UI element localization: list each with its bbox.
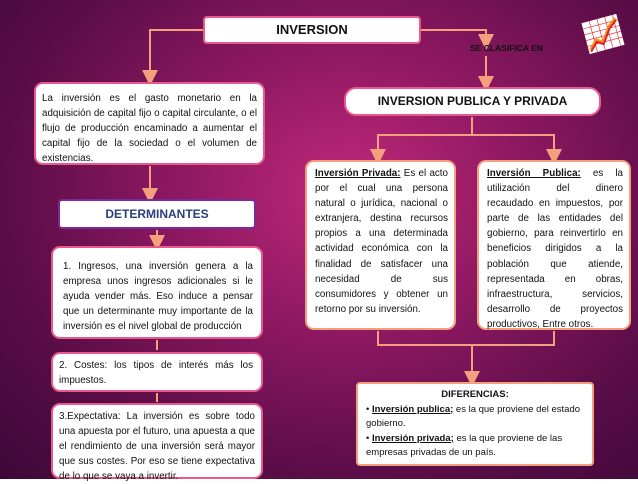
- diferencias-title: DIFERENCIAS:: [441, 389, 509, 400]
- growth-chart-logo-icon: [581, 12, 625, 56]
- diferencia-1-text: es la que proviene del estado gobierno.: [366, 403, 581, 429]
- connector-pubpriv-publica: [472, 135, 554, 157]
- definition-box: [34, 82, 265, 165]
- determinante-3-text: 3.Expectativa: La inversión es sobre todo una apuesta por el futuro, una apuesta a que el rendimiento de una inversión será mayor que sus costes. Por eso se tiene expectativa de lo que se vaya a invertir.: [59, 411, 255, 482]
- diferencia-item-2: [366, 432, 584, 461]
- inversion-privada-box: [305, 160, 456, 330]
- inversion-publica-box: [477, 160, 631, 330]
- connector-title-definition: [150, 30, 203, 78]
- connector-title-clasifica: [421, 30, 486, 42]
- determinantes-box: [58, 199, 256, 229]
- publica-term: Inversión Publica:: [487, 168, 581, 179]
- determinante-3-box: [51, 403, 263, 482]
- publica-text: es la utilización del dinero recaudado en impuestos, por parte de las entidades del gobierno, para reinvertirlo en beneficios dirigidos a la población que atiende, representada en obras, infraestructura, servicios, desarrollo de proyectos productivos, Entre otros.: [487, 168, 623, 330]
- clasifica-label: SE CLASIFICA EN: [470, 43, 543, 53]
- determinante-2-text: 2. Costes: los tipos de interés más los impuestos.: [59, 360, 253, 386]
- bullet-1: •: [366, 403, 370, 415]
- diferencia-1-term: Inversión publica;: [371, 403, 454, 415]
- definition-text: La inversión es el gasto monetario en la adquisición de capital fijo o capital circulante, o el flujo de producción encaminado a aumentar el capital fijo de la sociedad o el volumen de existencias.: [42, 93, 257, 164]
- determinante-2-box: [51, 352, 263, 392]
- title-text: INVERSION: [276, 21, 348, 37]
- diferencia-2-term: Inversión privada;: [371, 432, 454, 444]
- diferencias-box: [356, 382, 594, 466]
- privada-term: Inversión Privada:: [315, 168, 401, 179]
- connector-privada-diferencias: [378, 331, 472, 379]
- diferencia-item-1: [366, 403, 584, 432]
- pub-priv-title: INVERSION PUBLICA Y PRIVADA: [377, 94, 568, 109]
- title-box: [203, 16, 421, 44]
- diferencia-2-text: es la que proviene de las empresas privadas de un país.: [366, 432, 563, 458]
- bullet-2: •: [366, 432, 370, 444]
- determinantes-title: DETERMINANTES: [105, 206, 209, 221]
- connector-pubpriv-privada: [378, 117, 472, 157]
- privada-text: Es el acto por el cual una persona natural o jurídica, nacional o extranjera, destina recursos propios a una determinada actividad económica con la finalidad de satisfacer una necesidad de sus consumidores y obtener un retorno por su inversión.: [315, 168, 448, 315]
- determinante-1-box: [51, 246, 263, 339]
- pub-priv-box: [344, 87, 601, 116]
- connector-publica-diferencias: [472, 331, 554, 345]
- determinante-1-text: 1. Ingresos, una inversión genera a la empresa unos ingresos adicionales si le ayuda vender más. Eso induce a pensar que un determinante muy importante de la inversión es el nivel global de producción: [63, 261, 253, 332]
